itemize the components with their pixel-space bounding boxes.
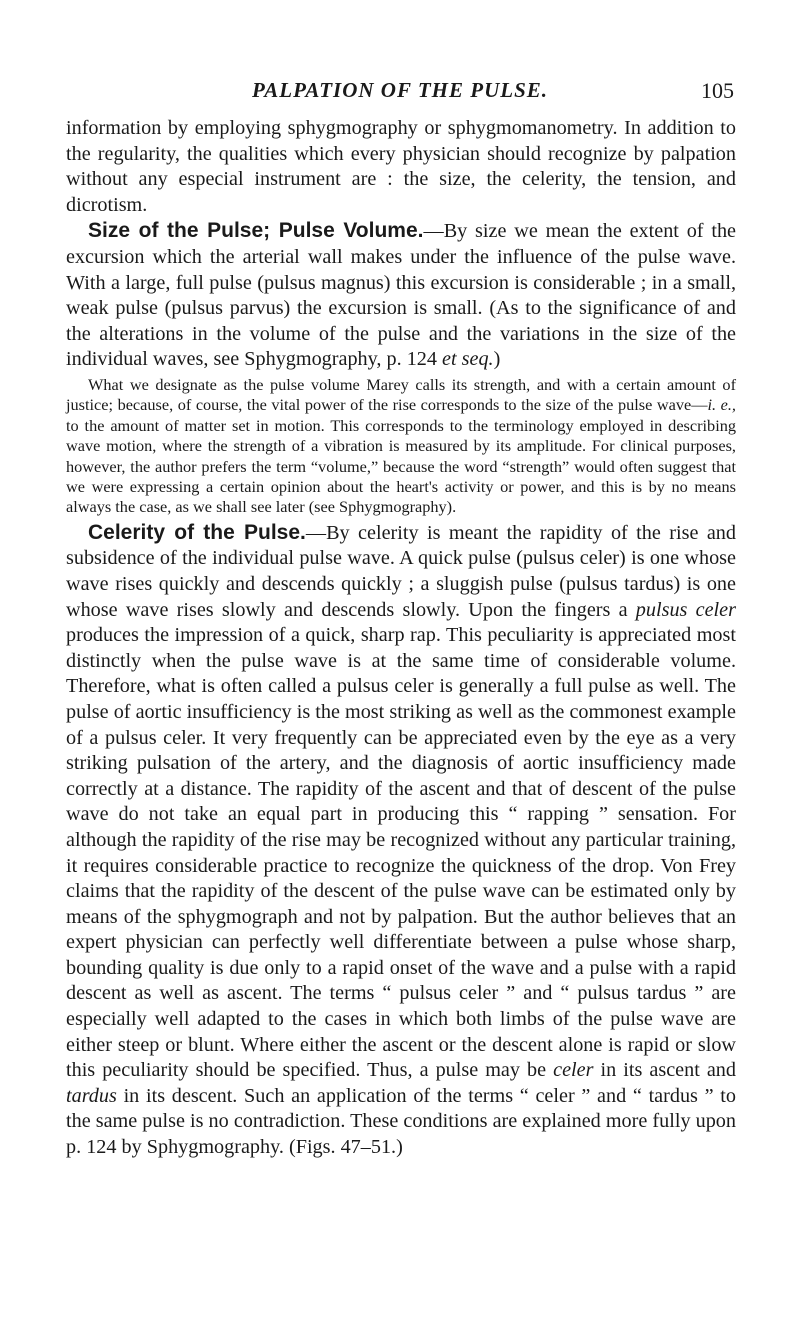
tardus-italic: tardus: [66, 1084, 117, 1107]
celerity-text-a: —By celerity is meant the rapidity of the rise and subsidence of the individual pulse wave. A quick pulse (pulsus celer) is one whose wave rises quickly and descends quickly ; a sluggish pulse (pulsus tardus) is one whose wave rises slowly and descends slowly. Upon the fingers a: [66, 521, 736, 621]
note-text-a: What we designate as the pulse volume Marey calls its strength, and with a certain amount of justice; because, of course, the vital power of the rise corresponds to the size of the pulse wave—: [66, 374, 736, 415]
celerity-text-b: produces the impression of a quick, sharp rap. This peculiarity is appreciated most distinctly when the pulse wave is at the same time of considerable volume. Therefore, what is often called a pulsus celer is generally a full pulse as well. The pulse of aortic insufficiency is the most striking as well as the commonest example of a pulsus celer. It very frequently can be appreciated even by the eye as a very striking pulsation of the artery, and the diagnosis of aortic insufficiency made correctly at a distance. The rapidity of the ascent and that of descent of the pulse wave do not take an equal part in producing this “ rapping ” sensation. For although the rapidity of the rise may be recognized without any particular training, it requires considerable practice to recognize the quickness of the drop. Von Frey claims that the rapidity of the descent of the pulse wave can be estimated only by means of the sphygmograph and not by palpation. But the author believes that an expert physician can perfectly well differentiate between a pulse whose sharp, bounding quality is due only to a rapid onset of the wave and a pulse with a rapid descent as well as ascent. The terms “ pulsus celer ” and “ pulsus tardus ” are especially well adapted to the cases in which both limbs of the pulse wave are either steep or blunt. Where either the ascent or the descent alone is rapid or slow this peculiarity should be specified. Thus, a pulse may be: [66, 624, 736, 1082]
footnote-paragraph: [66, 375, 736, 518]
celerity-paragraph: [66, 520, 736, 1161]
size-heading: Size of the Pulse; Pulse Volume.: [88, 219, 424, 243]
celer-italic: celer: [553, 1059, 594, 1082]
celerity-text-d: in its descent. Such an application of the terms “ celer ” and “ tardus ” to the same pulse is no contradiction. These conditions are explained more fully upon p. 124 by Sphygmography. (Figs. 47–51.): [66, 1084, 736, 1159]
intro-text: information by employing sphygmography or sphygmomanometry. In addition to the regularity, the qualities which every physician should recognize by palpation without any especial instrument are : the size, the celerity, the tension, and dicrotism.: [66, 117, 736, 216]
page-header: [66, 78, 734, 108]
size-paragraph: [66, 218, 736, 373]
celerity-heading: Celerity of the Pulse.: [88, 520, 306, 544]
size-et-seq: et seq.: [442, 348, 494, 371]
page-number: 105: [701, 78, 734, 103]
body-text: [66, 116, 736, 1161]
note-text-b: to the amount of matter set in motion. This corresponds to the terminology employed in describing wave motion, where the strength of a vibration is measured by its amplitude. For clinical purposes, however, the author prefers the term “volume,” because the word “strength” would often suggest that we were expressing a certain opinion about the heart's activity or power, and this is by no means always the case, as we shall see later (see Sphygmography).: [66, 415, 736, 517]
note-ie: i. e.,: [707, 395, 737, 415]
size-text: —By size we mean the extent of the excursion which the arterial wall makes under the influence of the pulse wave. With a large, full pulse (pulsus magnus) this excursion is considerable ; in a small, weak pulse (pulsus parvus) the excursion is small. (As to the significance of and the alterations in the volume of the pulse and the variations in the size of the individual waves, see Sphygmography, p. 124: [66, 220, 737, 371]
pulsus-celer-italic: pulsus celer: [635, 598, 736, 621]
size-close: ): [493, 348, 501, 371]
running-title: PALPATION OF THE PULSE.: [251, 78, 549, 102]
celerity-text-c: in its ascent and: [593, 1059, 736, 1082]
intro-paragraph: [66, 116, 736, 218]
